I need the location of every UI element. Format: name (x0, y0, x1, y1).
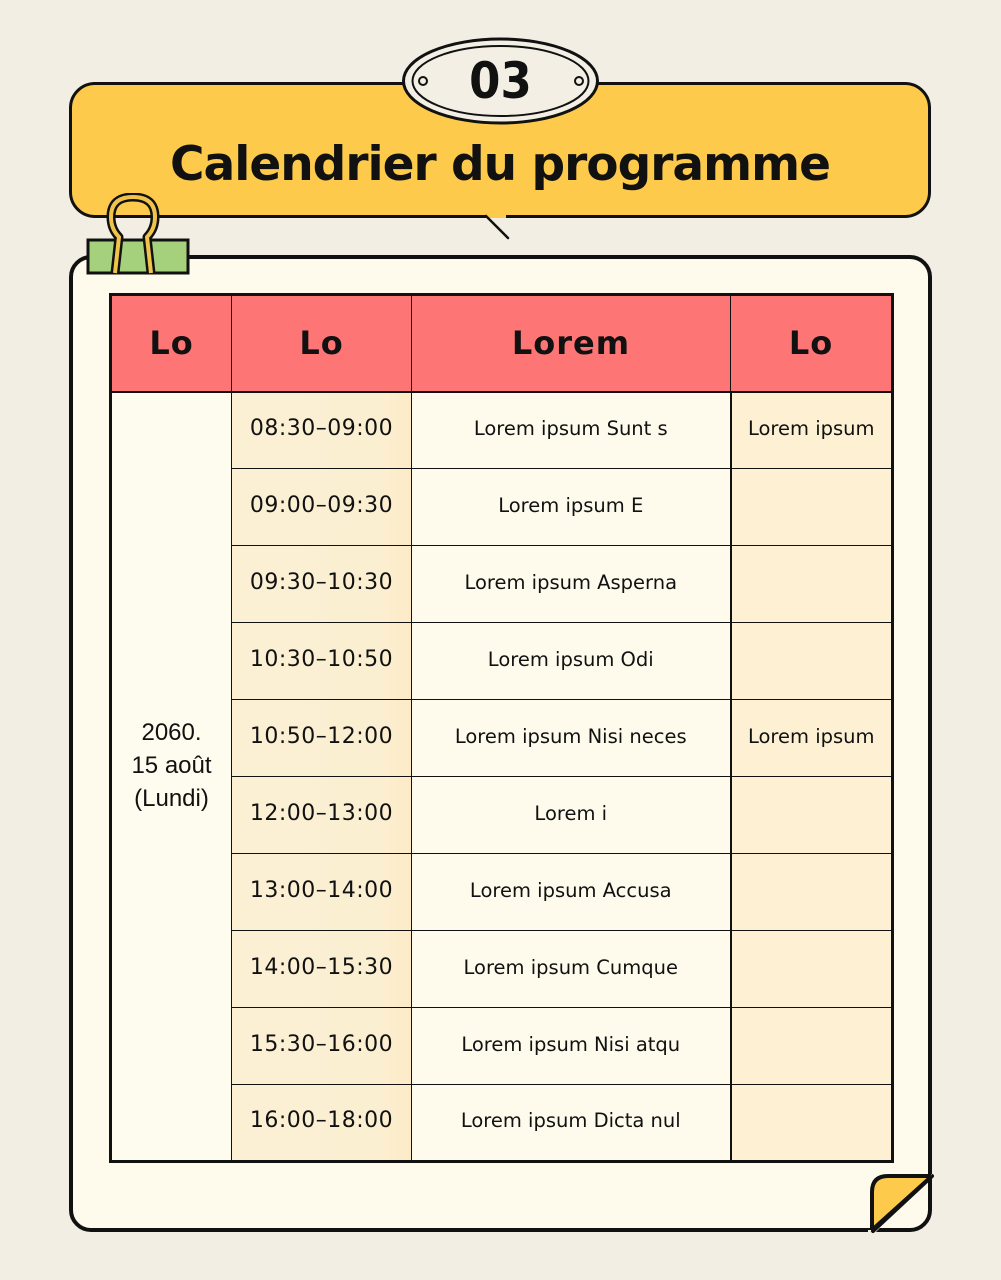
note-cell (731, 546, 893, 623)
event-text: Lorem ipsum Nisi atqu (461, 1032, 681, 1056)
column-header-date: Lo (111, 295, 232, 392)
schedule-table (109, 293, 894, 1163)
time-cell (232, 931, 412, 1008)
time-text: 08:30–09:00 (249, 415, 394, 441)
time-text: 10:30–10:50 (249, 646, 394, 672)
date-year: 2060. (141, 718, 202, 746)
note-cell (731, 1008, 893, 1085)
event-cell (412, 931, 731, 1008)
time-cell (232, 777, 412, 854)
time-cell (232, 623, 412, 700)
note-cell (731, 392, 893, 469)
event-cell (412, 700, 731, 777)
time-text: 09:30–10:30 (249, 569, 394, 595)
note-text: Lorem ipsum (747, 724, 875, 748)
note-cell (731, 854, 893, 931)
time-cell (232, 700, 412, 777)
date-cell (111, 392, 232, 1162)
event-cell (412, 623, 731, 700)
time-text: 09:00–09:30 (249, 492, 394, 518)
time-text: 15:30–16:00 (249, 1031, 394, 1057)
event-cell (412, 1008, 731, 1085)
section-number: 03 (469, 52, 532, 110)
time-cell (232, 1008, 412, 1085)
event-cell (412, 546, 731, 623)
time-text: 13:00–14:00 (249, 877, 394, 903)
event-text: Lorem ipsum E (498, 493, 644, 517)
event-text: Lorem ipsum Accusa (469, 878, 672, 902)
event-text: Lorem ipsum Asperna (464, 570, 678, 594)
time-text: 10:50–12:00 (249, 723, 394, 749)
time-cell (232, 469, 412, 546)
time-text: 16:00–18:00 (249, 1108, 394, 1133)
note-cell (731, 1085, 893, 1162)
event-cell (412, 469, 731, 546)
event-text: Lorem ipsum Sunt s (473, 416, 668, 440)
event-text: Lorem ipsum Dicta nul (460, 1109, 681, 1132)
event-cell (412, 777, 731, 854)
time-cell (232, 546, 412, 623)
time-cell (232, 392, 412, 469)
event-text: Lorem i (534, 801, 608, 825)
event-cell (412, 854, 731, 931)
event-text: Lorem ipsum Odi (487, 647, 654, 671)
date-weekday: (Lundi) (134, 784, 209, 812)
table-header-row (111, 295, 893, 392)
time-cell (232, 1085, 412, 1162)
column-header-note: Lo (731, 295, 893, 392)
section-number-badge (401, 37, 600, 125)
event-text: Lorem ipsum Cumque (463, 955, 678, 979)
column-header-event: Lorem (412, 295, 731, 392)
event-cell (412, 1085, 731, 1162)
page-title: Calendrier du programme (170, 137, 830, 192)
date-day: 15 août (131, 751, 212, 779)
note-cell (731, 623, 893, 700)
note-cell (731, 931, 893, 1008)
speech-bubble-tail-icon (482, 214, 518, 244)
note-cell (731, 700, 893, 777)
note-cell (731, 777, 893, 854)
column-header-time: Lo (232, 295, 412, 392)
binder-clip-icon (85, 193, 195, 281)
time-cell (232, 854, 412, 931)
table-row (111, 392, 893, 469)
note-cell (731, 469, 893, 546)
time-text: 14:00–15:30 (249, 954, 394, 980)
note-text: Lorem ipsum (747, 416, 875, 440)
time-text: 12:00–13:00 (249, 800, 394, 826)
event-cell (412, 392, 731, 469)
event-text: Lorem ipsum Nisi neces (454, 724, 687, 748)
page-corner-fold-icon (868, 1172, 934, 1234)
